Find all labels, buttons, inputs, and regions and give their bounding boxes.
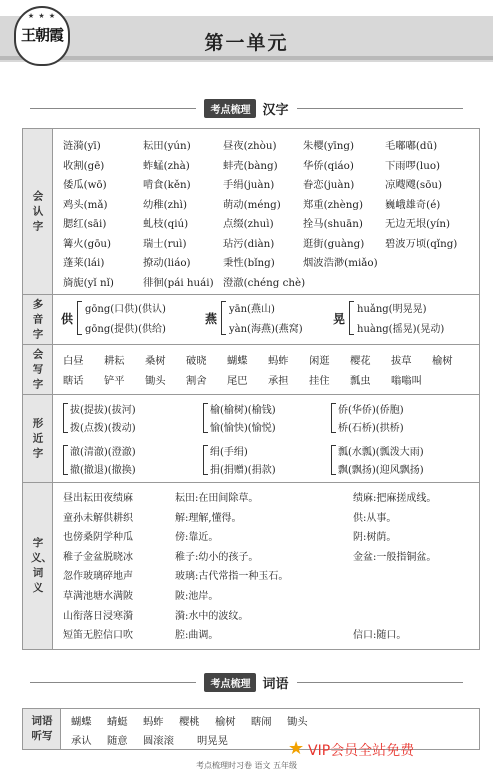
word-item: 瞎闹 [251, 716, 272, 728]
word-item: 挂住 [309, 375, 330, 387]
word-item: 蝴蝶 [71, 716, 92, 728]
vip-watermark [288, 738, 415, 762]
brace [63, 403, 68, 433]
section-tag: 考点梳理 [204, 673, 256, 692]
hanzi-table [22, 128, 480, 650]
huirenzi-words [63, 129, 475, 294]
poem-line: 山衔落日浸寒漪 [63, 610, 133, 622]
section-heading-ciyu [0, 672, 493, 692]
word-item: 眷恋(juàn) [303, 179, 355, 191]
word-item: 凉飕飕(sōu) [385, 179, 443, 191]
polyphone-char: 供 [61, 312, 74, 326]
polyphone-reading: yān(燕山) [229, 304, 275, 315]
word-item: 碧波万顷(qǐng) [385, 237, 458, 250]
word-item: 烟波浩渺(miǎo) [303, 257, 378, 269]
word-item: 承担 [268, 375, 289, 387]
word-item: 白昼 [63, 355, 84, 367]
word-meaning: 玻璃:古代常指一种玉石。 [175, 571, 289, 583]
word-item: 破晓 [186, 355, 207, 367]
word-meaning: 信口:随口。 [353, 630, 407, 642]
similar-char-item: 拨(点拨)(拨动) [70, 423, 136, 434]
word-item: 涟漪(yī) [63, 140, 101, 152]
word-item: 撩动(liáo) [143, 257, 191, 269]
ziyi-content [63, 483, 475, 649]
word-item: 虬枝(qiú) [143, 218, 189, 230]
row-label: 会写字 [23, 345, 53, 394]
page-footer: 考点梳理时习卷 语文 五年级 [195, 761, 298, 770]
word-item: 尾巴 [227, 375, 248, 387]
word-item: 下雨啰(luo) [385, 159, 441, 172]
word-item: 鸡头(mǎ) [63, 198, 108, 211]
word-item: 随意 [107, 735, 128, 747]
logo-main-text: 王朝霞 [20, 26, 63, 44]
word-item: 拴马(shuān) [303, 218, 363, 230]
word-meaning: 绩麻:把麻搓成线。 [353, 493, 437, 504]
similar-char-item: 拔(提拔)(拔河) [70, 405, 136, 416]
word-item: 华侨(qiáo) [303, 159, 354, 172]
brace [77, 301, 82, 335]
poem-line: 短笛无腔信口吹 [63, 630, 133, 642]
row-ziyi [23, 483, 479, 649]
word-item: 收割(gē) [63, 159, 105, 172]
word-item: 朱樱(yīng) [303, 140, 354, 152]
brace [63, 445, 68, 475]
row-huirenzi [23, 129, 479, 295]
word-item: 铲平 [104, 375, 125, 387]
word-item: 蚂蚱 [268, 355, 289, 367]
word-item: 啃食(kěn) [143, 179, 191, 191]
brace [221, 301, 226, 335]
polyphone-reading: huǎng(明晃晃) [357, 304, 427, 315]
word-meaning: 稚子:幼小的孩子。 [175, 551, 259, 563]
duoyinzi-content [63, 295, 475, 344]
xingjinzi-content [63, 395, 475, 482]
word-meaning: 腔:曲调。 [175, 630, 219, 642]
row-label: 形近字 [23, 395, 53, 482]
word-item: 蜻蜓 [107, 716, 128, 728]
word-item: 蝴蝶 [227, 355, 248, 367]
word-item: 逛街(guàng) [303, 237, 365, 250]
brace [331, 445, 336, 475]
word-item: 耕耘 [104, 355, 125, 367]
section-heading-hanzi [0, 98, 493, 118]
polyphone-reading: gōng(提供)(供给) [85, 324, 166, 335]
word-item: 手绢(juàn) [223, 179, 275, 191]
similar-char-item: 桥(石桥)(拱桥) [338, 423, 404, 434]
word-item: 点缀(zhuì) [223, 218, 274, 230]
word-item: 玷污(diàn) [223, 237, 275, 250]
similar-char-item: 撤(撤退)(撤换) [70, 465, 136, 476]
word-item: 蚂蚱 [143, 716, 164, 728]
word-item: 郑重(zhèng) [303, 198, 364, 211]
section-title: 词语 [262, 677, 289, 692]
ciyu-words [71, 709, 475, 749]
word-item: 割舍 [186, 375, 207, 387]
word-item: 承认 [71, 735, 92, 747]
word-item: 澄澈(chéng chè) [223, 276, 306, 289]
row-label: 字义、词义 [23, 483, 53, 649]
word-item: 锄头 [287, 716, 308, 728]
word-item: 巍峨雄奇(é) [385, 198, 441, 211]
word-item: 耘田(yún) [143, 140, 191, 152]
word-item: 瑞士(ruì) [143, 237, 187, 250]
polyphone-char: 晃 [333, 312, 346, 326]
word-item: 旖旎(yǐ nǐ) [63, 276, 114, 289]
polyphone-reading: huàng(摇晃)(晃动) [357, 324, 445, 335]
word-item: 榆树 [215, 716, 236, 728]
similar-char-item: 侨(华侨)(侨胞) [338, 405, 404, 416]
word-item: 嗡嗡叫 [391, 375, 422, 387]
word-item: 锄头 [145, 375, 166, 387]
similar-char-item: 飘(飘扬)(迎风飘扬) [338, 465, 424, 476]
word-item: 樱花 [350, 355, 371, 367]
section-tag: 考点梳理 [204, 99, 256, 118]
star-icon: ★ [288, 738, 305, 759]
word-item: 腮红(sāi) [63, 218, 107, 230]
row-duoyinzi [23, 295, 479, 345]
word-meaning: 金盆:一般指铜盆。 [353, 551, 437, 563]
word-item: 秉性(bǐng) [223, 257, 275, 269]
word-item: 拔草 [391, 355, 412, 367]
poem-line: 稚子金盆脱晓冰 [63, 551, 133, 563]
word-item: 萌动(méng) [223, 198, 281, 211]
word-item: 樱桃 [179, 716, 200, 728]
brace [349, 301, 354, 335]
word-item: 无边无垠(yín) [385, 218, 450, 230]
similar-char-item: 捐(捐赠)(捐款) [210, 465, 276, 476]
word-item: 蓬莱(lái) [63, 257, 105, 269]
word-item: 毛嘟嘟(dū) [385, 140, 438, 152]
page-title: 第一单元 [204, 32, 289, 54]
poem-line: 草满池塘水满陂 [63, 591, 133, 602]
poem-line: 昼出耘田夜绩麻 [63, 493, 133, 504]
similar-char-item: 绢(手绢) [210, 447, 248, 458]
word-item: 蚌壳(bàng) [223, 159, 278, 172]
word-item: 篝火(gōu) [63, 237, 112, 250]
word-item: 幼稚(zhì) [143, 198, 187, 211]
vip-text: VIP会员全站免费 [308, 743, 415, 759]
word-item: 瓢虫 [350, 375, 371, 387]
brace [331, 403, 336, 433]
brace [203, 403, 208, 433]
poem-line: 忽作玻璃碎地声 [63, 571, 133, 583]
huixiezi-words [63, 345, 475, 394]
poem-line: 也傍桑阴学种瓜 [63, 532, 133, 544]
word-item: 圆滚滚 [143, 735, 174, 747]
word-meaning: 傍:靠近。 [175, 532, 219, 544]
logo-top-text: ★ ★ ★ [27, 12, 57, 20]
polyphone-reading: gōng(口供)(供认) [85, 304, 166, 315]
word-meaning: 解:理解,懂得。 [175, 512, 242, 524]
row-label: 词语听写 [23, 709, 61, 749]
section-title: 汉字 [262, 103, 289, 118]
word-item: 瞎话 [63, 375, 84, 387]
word-item: 蚱蜢(zhà) [143, 159, 190, 172]
word-item: 昼夜(zhòu) [223, 140, 277, 152]
word-meaning: 阴:树荫。 [353, 532, 397, 544]
word-meaning: 耘田:在田间除草。 [175, 493, 259, 504]
polyphone-char: 燕 [205, 312, 218, 326]
word-item: 榆树 [432, 355, 453, 367]
word-item: 徘徊(pái huái) [143, 276, 214, 289]
word-meaning: 漪:水中的波纹。 [175, 610, 249, 622]
row-label: 会认字 [23, 129, 53, 294]
word-meaning: 供:从事。 [353, 512, 397, 524]
similar-char-item: 愉(愉快)(愉悦) [210, 423, 276, 434]
polyphone-reading: yàn(海燕)(燕窝) [229, 324, 303, 335]
word-item: 闲逛 [309, 355, 330, 367]
header-underline [0, 56, 493, 60]
poem-line: 童孙未解供耕织 [63, 512, 133, 524]
word-meaning: 陂:池岸。 [175, 591, 219, 602]
word-item: 倭瓜(wō) [63, 179, 107, 191]
similar-char-item: 瓢(水瓢)(瓢泼大雨) [338, 447, 424, 458]
row-label: 多音字 [23, 295, 53, 344]
row-huixiezi [23, 345, 479, 395]
similar-char-item: 澈(清澈)(澄澈) [70, 447, 136, 458]
brace [203, 445, 208, 475]
row-xingjinzi [23, 395, 479, 483]
similar-char-item: 榆(榆树)(榆钱) [210, 405, 276, 416]
word-item: 明晃晃 [197, 735, 228, 747]
word-item: 桑树 [145, 355, 166, 367]
